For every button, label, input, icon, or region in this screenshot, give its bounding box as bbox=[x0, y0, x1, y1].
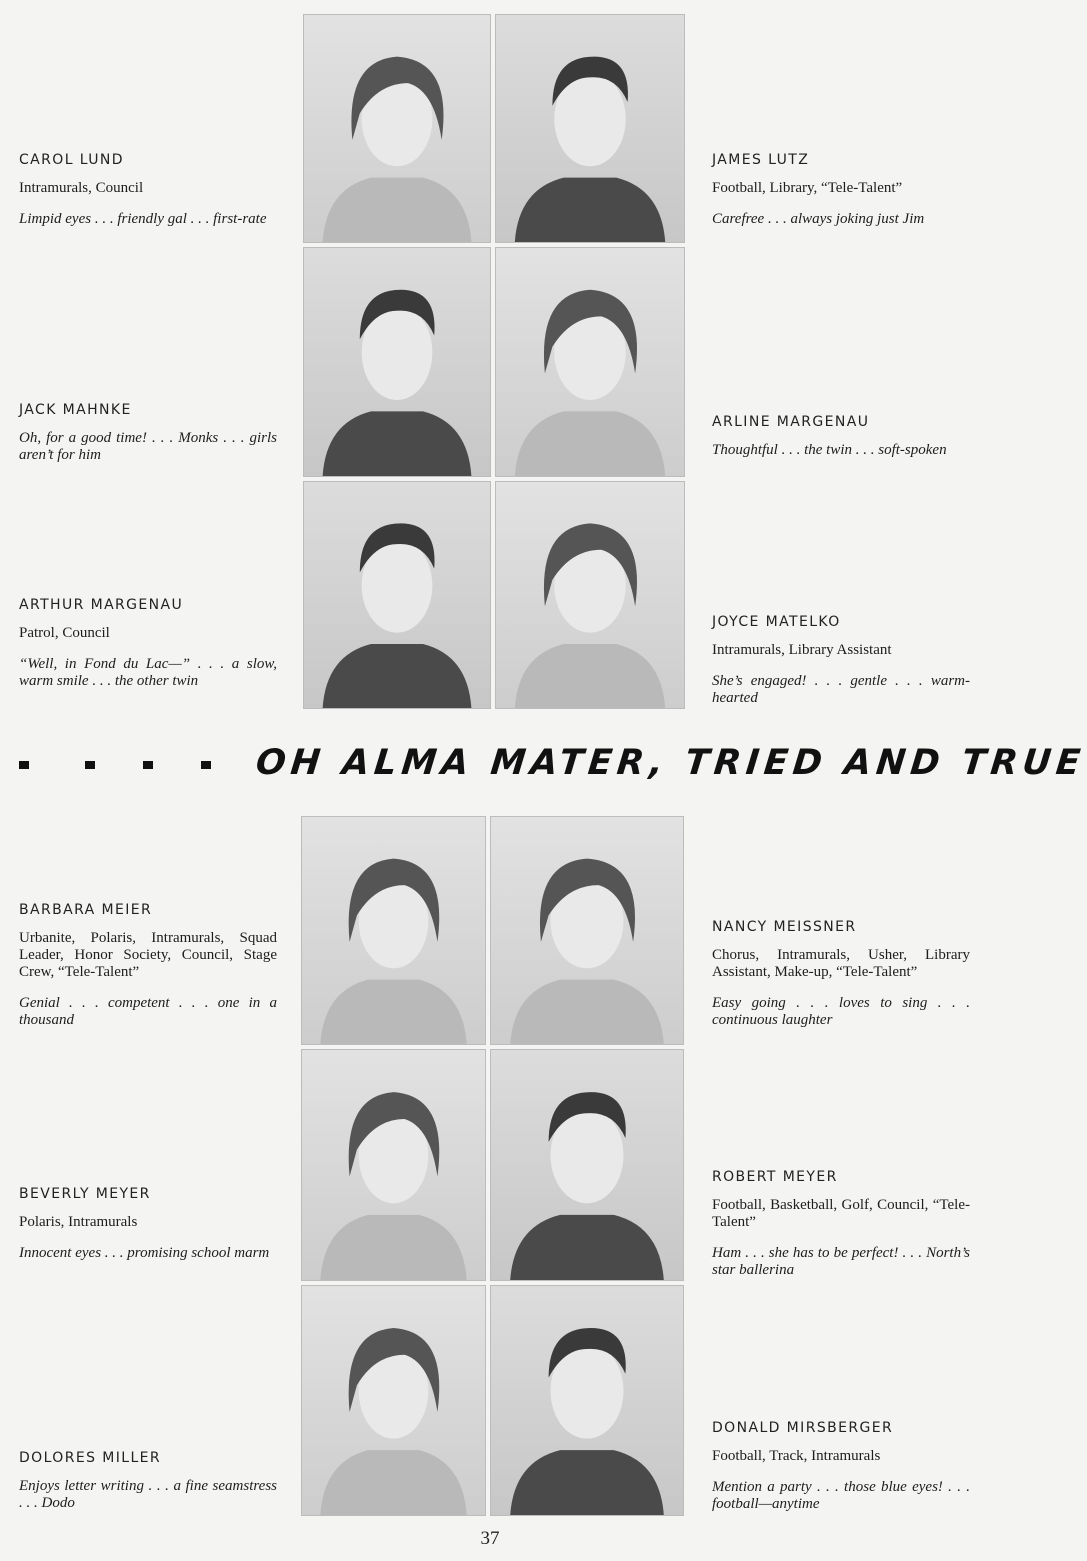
photo-beverly-meyer bbox=[301, 1049, 486, 1281]
photo-arthur-margenau bbox=[303, 481, 491, 709]
student-quote: Carefree . . . always joking just Jim bbox=[712, 211, 925, 227]
photo-robert-meyer bbox=[490, 1049, 684, 1281]
student-quote: “Well, in Fond du Lac—” . . . a slow, warm smile . . . the other twin bbox=[19, 656, 277, 689]
photo-donald-mirsberger bbox=[490, 1285, 684, 1516]
photo-dolores-miller bbox=[301, 1285, 486, 1516]
student-name: DOLORES MILLER bbox=[19, 1450, 162, 1466]
student-activities: Intramurals, Council bbox=[19, 180, 144, 196]
portrait-body bbox=[320, 1215, 466, 1280]
banner-dash bbox=[85, 761, 95, 769]
portrait-body bbox=[320, 1450, 466, 1515]
portrait-silhouette bbox=[496, 15, 684, 242]
entry-nancy-meissner bbox=[712, 919, 970, 1029]
portrait-body bbox=[323, 644, 472, 708]
entry-jack-mahnke bbox=[19, 402, 277, 464]
entry-beverly-meyer bbox=[19, 1186, 277, 1262]
student-name: CAROL LUND bbox=[19, 152, 124, 168]
student-quote: Ham . . . she has to be perfect! . . . North’s star ballerina bbox=[712, 1245, 970, 1278]
student-name: NANCY MEISSNER bbox=[712, 919, 857, 935]
portrait-body bbox=[510, 1450, 664, 1515]
page-number: 37 bbox=[480, 1528, 500, 1549]
photo-barbara-meier bbox=[301, 816, 486, 1045]
entry-james-lutz bbox=[712, 152, 970, 228]
student-name: JOYCE MATELKO bbox=[712, 614, 841, 630]
entry-arline-margenau bbox=[712, 414, 970, 459]
portrait-body bbox=[510, 1215, 664, 1280]
student-quote: She’s engaged! . . . gentle . . . warm-hearted bbox=[712, 673, 970, 706]
entry-dolores-miller bbox=[19, 1450, 277, 1512]
portrait-body bbox=[320, 980, 466, 1044]
portrait-silhouette bbox=[304, 482, 490, 708]
student-quote: Innocent eyes . . . promising school marm bbox=[19, 1245, 270, 1261]
portrait-silhouette bbox=[491, 1050, 683, 1280]
portrait-silhouette bbox=[302, 1286, 485, 1515]
student-name: DONALD MIRSBERGER bbox=[712, 1420, 894, 1436]
entry-donald-mirsberger bbox=[712, 1420, 970, 1513]
student-name: BARBARA MEIER bbox=[19, 902, 153, 918]
student-activities: Football, Library, “Tele-Talent” bbox=[712, 180, 903, 196]
portrait-body bbox=[323, 178, 472, 242]
portrait-silhouette bbox=[302, 1050, 485, 1280]
portrait-silhouette bbox=[491, 1286, 683, 1515]
student-quote: Oh, for a good time! . . . Monks . . . girls aren’t for him bbox=[19, 430, 277, 463]
portrait-body bbox=[515, 644, 665, 708]
entry-barbara-meier bbox=[19, 902, 277, 1029]
portrait-silhouette bbox=[304, 15, 490, 242]
student-name: ARTHUR MARGENAU bbox=[19, 597, 184, 613]
photo-james-lutz bbox=[495, 14, 685, 243]
portrait-silhouette bbox=[304, 248, 490, 476]
student-activities: Football, Track, Intramurals bbox=[712, 1448, 881, 1464]
student-quote: Mention a party . . . those blue eyes! . . . football—anytime bbox=[712, 1479, 970, 1512]
student-activities: Patrol, Council bbox=[19, 625, 110, 641]
portrait-body bbox=[323, 411, 472, 476]
banner-dash bbox=[201, 761, 211, 769]
entry-carol-lund bbox=[19, 152, 277, 228]
student-quote: Easy going . . . loves to sing . . . continuous laughter bbox=[712, 995, 970, 1028]
alma-mater-banner bbox=[0, 735, 1087, 795]
student-activities: Polaris, Intramurals bbox=[19, 1214, 138, 1230]
portrait-silhouette bbox=[302, 817, 485, 1044]
photo-joyce-matelko bbox=[495, 481, 685, 709]
entry-robert-meyer bbox=[712, 1169, 970, 1279]
student-quote: Enjoys letter writing . . . a fine seamstress . . . Dodo bbox=[19, 1478, 277, 1511]
portrait-body bbox=[515, 178, 665, 242]
banner-dash bbox=[19, 761, 29, 769]
photo-jack-mahnke bbox=[303, 247, 491, 477]
entry-joyce-matelko bbox=[712, 614, 970, 707]
portrait-silhouette bbox=[496, 248, 684, 476]
portrait-body bbox=[515, 411, 665, 476]
banner-text: OH ALMA MATER, TRIED AND TRUE bbox=[253, 743, 1087, 783]
photo-carol-lund bbox=[303, 14, 491, 243]
student-name: ARLINE MARGENAU bbox=[712, 414, 870, 430]
entry-arthur-margenau bbox=[19, 597, 277, 690]
student-activities: Intramurals, Library Assistant bbox=[712, 642, 892, 658]
student-name: ROBERT MEYER bbox=[712, 1169, 838, 1185]
student-name: JAMES LUTZ bbox=[712, 152, 810, 168]
portrait-silhouette bbox=[496, 482, 684, 708]
student-quote: Genial . . . competent . . . one in a thousand bbox=[19, 995, 277, 1028]
student-name: BEVERLY MEYER bbox=[19, 1186, 151, 1202]
student-quote: Limpid eyes . . . friendly gal . . . first-rate bbox=[19, 211, 267, 227]
portrait-body bbox=[510, 980, 664, 1044]
photo-nancy-meissner bbox=[490, 816, 684, 1045]
portrait-silhouette bbox=[491, 817, 683, 1044]
student-activities: Chorus, Intramurals, Usher, Library Assistant, Make-up, “Tele-Talent” bbox=[712, 947, 970, 980]
student-activities: Football, Basketball, Golf, Council, “Tele-Talent” bbox=[712, 1197, 970, 1230]
student-quote: Thoughtful . . . the twin . . . soft-spoken bbox=[712, 442, 947, 458]
photo-arline-margenau bbox=[495, 247, 685, 477]
student-activities: Urbanite, Polaris, Intramurals, Squad Leader, Honor Society, Council, Stage Crew, “Tele-Talent” bbox=[19, 930, 277, 980]
banner-dash bbox=[143, 761, 153, 769]
student-name: JACK MAHNKE bbox=[19, 402, 132, 418]
